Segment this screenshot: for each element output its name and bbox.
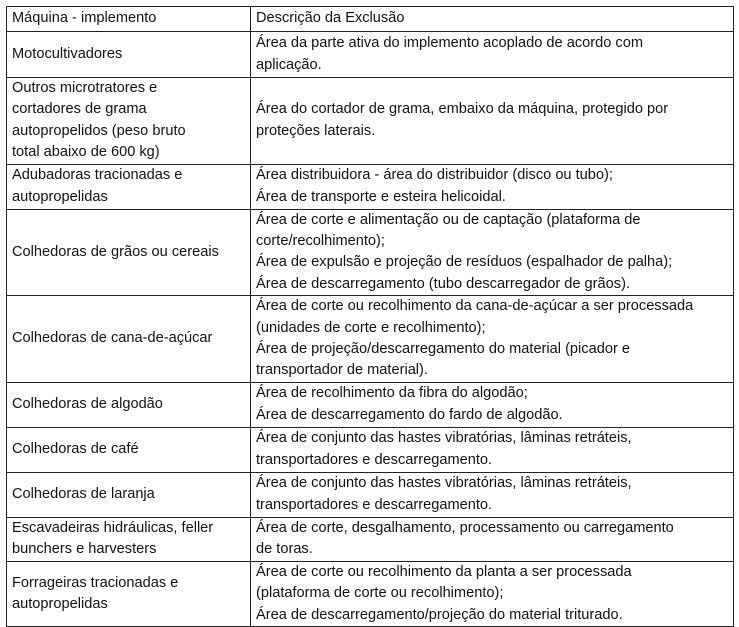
description-cell-line: transportadores e descarregamento.	[256, 451, 493, 468]
machine-cell-line: autopropelidos (peso bruto	[12, 122, 186, 139]
description-cell-line: transportadores e descarregamento.	[256, 496, 493, 513]
machine-cell	[7, 561, 251, 626]
machine-cell-line: autopropelidas	[12, 595, 108, 612]
description-cell-line: Área de recolhimento da fibra do algodão;	[256, 385, 528, 402]
table-row	[7, 164, 734, 209]
machine-cell	[7, 296, 251, 383]
table-row	[7, 32, 734, 78]
description-cell	[251, 382, 734, 427]
machine-cell-line: Colhedoras de café	[12, 441, 139, 458]
machine-cell-line: Motocultivadores	[12, 45, 123, 62]
machine-cell	[7, 209, 251, 296]
table-row	[7, 472, 734, 517]
machine-cell-line: Colhedoras de grãos ou cereais	[12, 243, 219, 260]
table-row	[7, 78, 734, 165]
machine-cell-line: Colhedoras de algodão	[12, 396, 163, 413]
machine-cell-line: Outros microtratores e	[12, 80, 158, 96]
exclusion-table	[6, 6, 734, 627]
description-cell-line: (plataforma de corte ou recolhimento);	[256, 585, 504, 602]
description-cell-line: Área de projeção/descarregamento do material (picador e	[256, 341, 630, 358]
description-cell-line: Área distribuidora - área do distribuidor (disco ou tubo);	[256, 167, 613, 184]
description-cell-line: Área de descarregamento do fardo de algodão.	[256, 406, 563, 423]
description-cell-line: corte/recolhimento);	[256, 233, 385, 250]
machine-cell-line: Forrageiras tracionadas e	[12, 574, 179, 591]
machine-cell	[7, 427, 251, 472]
machine-cell-line: Adubadoras tracionadas e	[12, 167, 183, 184]
description-cell-line: Área de conjunto das hastes vibratórias, lâminas retráteis,	[256, 475, 632, 492]
description-cell-line: transportador de material).	[256, 362, 428, 379]
description-cell	[251, 32, 734, 78]
table-row	[7, 561, 734, 626]
description-cell-line: aplicação.	[256, 56, 322, 73]
description-cell	[251, 561, 734, 626]
description-cell	[251, 472, 734, 517]
machine-cell	[7, 32, 251, 78]
description-cell-line: Área de corte ou recolhimento da planta a ser processada	[256, 563, 632, 580]
machine-cell-line: cortadores de grama	[12, 101, 147, 118]
description-cell	[251, 427, 734, 472]
description-cell-line: Área de descarregamento/projeção do material triturado.	[256, 606, 623, 623]
description-cell	[251, 209, 734, 296]
table-row	[7, 517, 734, 561]
description-cell-line: Área de expulsão e projeção de resíduos (espalhador de palha);	[256, 254, 673, 271]
table-row	[7, 382, 734, 427]
description-cell-line: proteções laterais.	[256, 122, 376, 139]
machine-cell	[7, 78, 251, 165]
description-cell-line: Área de transporte e esteira helicoidal.	[256, 188, 506, 205]
description-cell-line: (unidades de corte e recolhimento);	[256, 319, 486, 336]
machine-cell	[7, 517, 251, 561]
machine-cell-line: bunchers e harvesters	[12, 541, 157, 558]
machine-cell-line: Escavadeiras hidráulicas, feller	[12, 519, 214, 536]
machine-cell-line: Colhedoras de cana-de-açúcar	[12, 330, 213, 347]
machine-cell-line: autopropelidas	[12, 188, 108, 205]
description-cell-line: de toras.	[256, 541, 313, 558]
machine-cell-line: total abaixo de 600 kg)	[12, 144, 160, 161]
machine-cell-line: Colhedoras de laranja	[12, 486, 155, 503]
machine-cell	[7, 164, 251, 209]
description-cell-line: Área de corte ou recolhimento da cana-de-açúcar a ser processada	[256, 298, 694, 315]
description-cell-line: Área de descarregamento (tubo descarregador de grãos).	[256, 275, 630, 292]
description-cell-line: Área do cortador de grama, embaixo da máquina, protegido por	[256, 101, 669, 118]
table-row	[7, 296, 734, 383]
description-cell	[251, 517, 734, 561]
description-cell	[251, 78, 734, 165]
header-row	[7, 7, 734, 32]
table-row	[7, 427, 734, 472]
table-row	[7, 209, 734, 296]
header-description: Descrição da Exclusão	[251, 7, 734, 32]
machine-cell	[7, 382, 251, 427]
header-machine: Máquina - implemento	[7, 7, 251, 32]
description-cell-line: Área de conjunto das hastes vibratórias, lâminas retráteis,	[256, 430, 632, 447]
description-cell-line: Área de corte, desgalhamento, processamento ou carregamento	[256, 519, 674, 536]
description-cell	[251, 164, 734, 209]
machine-cell	[7, 472, 251, 517]
description-cell-line: Área de corte e alimentação ou de captação (plataforma de	[256, 211, 641, 228]
description-cell-line: Área da parte ativa do implemento acoplado de acordo com	[256, 35, 643, 52]
description-cell	[251, 296, 734, 383]
